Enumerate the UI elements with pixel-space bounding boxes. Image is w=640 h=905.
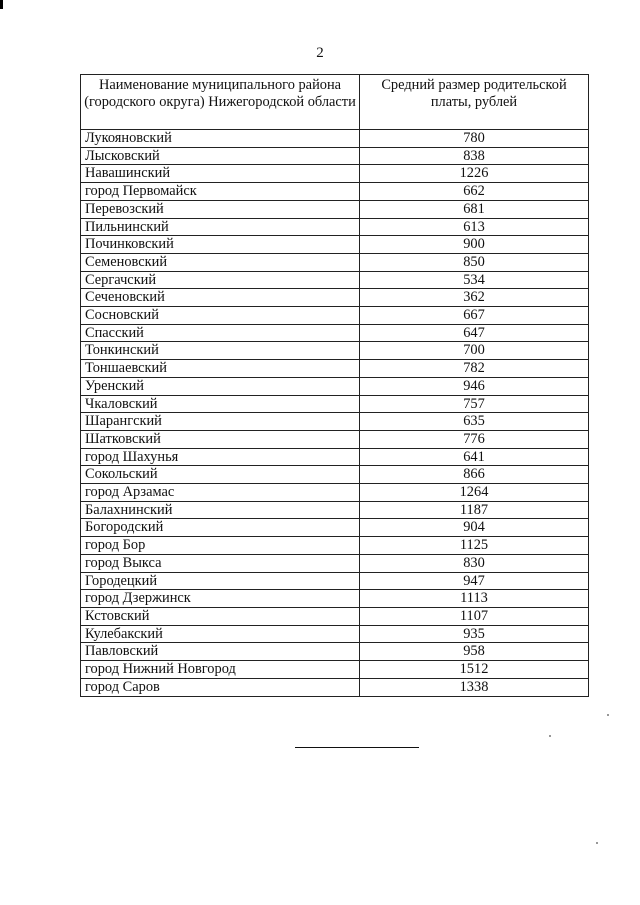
- table-row: [81, 413, 589, 431]
- district-name-cell: Навашинский: [81, 165, 360, 183]
- table-row: [81, 342, 589, 360]
- table-row: [81, 147, 589, 165]
- table-row: [81, 130, 589, 148]
- district-name-cell: Лысковский: [81, 147, 360, 165]
- average-fee-cell: 1107: [360, 607, 589, 625]
- table-row: [81, 484, 589, 502]
- average-fee-cell: 1338: [360, 678, 589, 696]
- district-name-cell: Балахнинский: [81, 501, 360, 519]
- average-fee-cell: 830: [360, 554, 589, 572]
- average-fee-cell: 1125: [360, 537, 589, 555]
- district-name-cell: Шарангский: [81, 413, 360, 431]
- average-fee-cell: 782: [360, 360, 589, 378]
- scan-speck: [596, 842, 598, 844]
- district-name-cell: Перевозский: [81, 200, 360, 218]
- table-row: [81, 501, 589, 519]
- table-row: [81, 554, 589, 572]
- table-row: [81, 165, 589, 183]
- table-header-row: [81, 75, 589, 130]
- district-name-cell: Лукояновский: [81, 130, 360, 148]
- table-row: [81, 661, 589, 679]
- header-district-name: Наименование муниципального района (городского округа) Нижегородской области: [81, 75, 360, 130]
- average-fee-cell: 647: [360, 324, 589, 342]
- average-fee-cell: 667: [360, 307, 589, 325]
- table-body: [81, 130, 589, 697]
- average-fee-cell: 662: [360, 183, 589, 201]
- average-fee-cell: 1264: [360, 484, 589, 502]
- average-fee-cell: 947: [360, 572, 589, 590]
- average-fee-cell: 1187: [360, 501, 589, 519]
- average-fee-cell: 613: [360, 218, 589, 236]
- district-name-cell: Пильнинский: [81, 218, 360, 236]
- district-name-cell: Тоншаевский: [81, 360, 360, 378]
- table-row: [81, 324, 589, 342]
- page-number: 2: [316, 45, 324, 61]
- district-name-cell: город Бор: [81, 537, 360, 555]
- district-name-cell: город Выкса: [81, 554, 360, 572]
- average-fee-cell: 681: [360, 200, 589, 218]
- table-row: [81, 430, 589, 448]
- district-name-cell: Шатковский: [81, 430, 360, 448]
- district-name-cell: Сокольский: [81, 466, 360, 484]
- average-fee-cell: 904: [360, 519, 589, 537]
- district-name-cell: Сеченовский: [81, 289, 360, 307]
- district-name-cell: город Шахунья: [81, 448, 360, 466]
- district-name-cell: Семеновский: [81, 253, 360, 271]
- table-row: [81, 643, 589, 661]
- average-fee-cell: 958: [360, 643, 589, 661]
- average-fee-cell: 534: [360, 271, 589, 289]
- district-name-cell: Кулебакский: [81, 625, 360, 643]
- average-fee-cell: 780: [360, 130, 589, 148]
- district-name-cell: Сергачский: [81, 271, 360, 289]
- average-fee-cell: 700: [360, 342, 589, 360]
- average-fee-cell: 635: [360, 413, 589, 431]
- parental-fee-table: [80, 74, 589, 697]
- average-fee-cell: 1512: [360, 661, 589, 679]
- average-fee-cell: 900: [360, 236, 589, 254]
- average-fee-cell: 946: [360, 377, 589, 395]
- district-name-cell: город Дзержинск: [81, 590, 360, 608]
- district-name-cell: город Первомайск: [81, 183, 360, 201]
- district-name-cell: Богородский: [81, 519, 360, 537]
- table-row: [81, 537, 589, 555]
- district-name-cell: город Саров: [81, 678, 360, 696]
- table-row: [81, 678, 589, 696]
- average-fee-cell: 866: [360, 466, 589, 484]
- district-name-cell: Уренский: [81, 377, 360, 395]
- district-name-cell: Тонкинский: [81, 342, 360, 360]
- scan-speck: [607, 714, 609, 716]
- table-row: [81, 519, 589, 537]
- table-row: [81, 395, 589, 413]
- district-name-cell: город Нижний Новгород: [81, 661, 360, 679]
- table-row: [81, 360, 589, 378]
- district-name-cell: Чкаловский: [81, 395, 360, 413]
- average-fee-cell: 850: [360, 253, 589, 271]
- average-fee-cell: 838: [360, 147, 589, 165]
- district-name-cell: Городецкий: [81, 572, 360, 590]
- table-row: [81, 271, 589, 289]
- average-fee-cell: 776: [360, 430, 589, 448]
- district-name-cell: город Арзамас: [81, 484, 360, 502]
- average-fee-cell: 757: [360, 395, 589, 413]
- average-fee-cell: 362: [360, 289, 589, 307]
- table-row: [81, 625, 589, 643]
- table-row: [81, 218, 589, 236]
- table-row: [81, 448, 589, 466]
- average-fee-cell: 1226: [360, 165, 589, 183]
- average-fee-cell: 641: [360, 448, 589, 466]
- district-name-cell: Павловский: [81, 643, 360, 661]
- table-row: [81, 183, 589, 201]
- table-row: [81, 289, 589, 307]
- average-fee-cell: 1113: [360, 590, 589, 608]
- scan-speck: [549, 735, 551, 737]
- table-row: [81, 572, 589, 590]
- scan-edge-mark: [0, 0, 3, 9]
- average-fee-cell: 935: [360, 625, 589, 643]
- district-name-cell: Починковский: [81, 236, 360, 254]
- table-row: [81, 236, 589, 254]
- table-row: [81, 590, 589, 608]
- table-row: [81, 377, 589, 395]
- table-row: [81, 200, 589, 218]
- table-row: [81, 253, 589, 271]
- header-average-fee: Средний размер родительской платы, рублей: [360, 75, 589, 130]
- table-row: [81, 607, 589, 625]
- table-row: [81, 466, 589, 484]
- table-row: [81, 307, 589, 325]
- district-name-cell: Сосновский: [81, 307, 360, 325]
- district-name-cell: Кстовский: [81, 607, 360, 625]
- district-name-cell: Спасский: [81, 324, 360, 342]
- document-end-line: [295, 747, 419, 748]
